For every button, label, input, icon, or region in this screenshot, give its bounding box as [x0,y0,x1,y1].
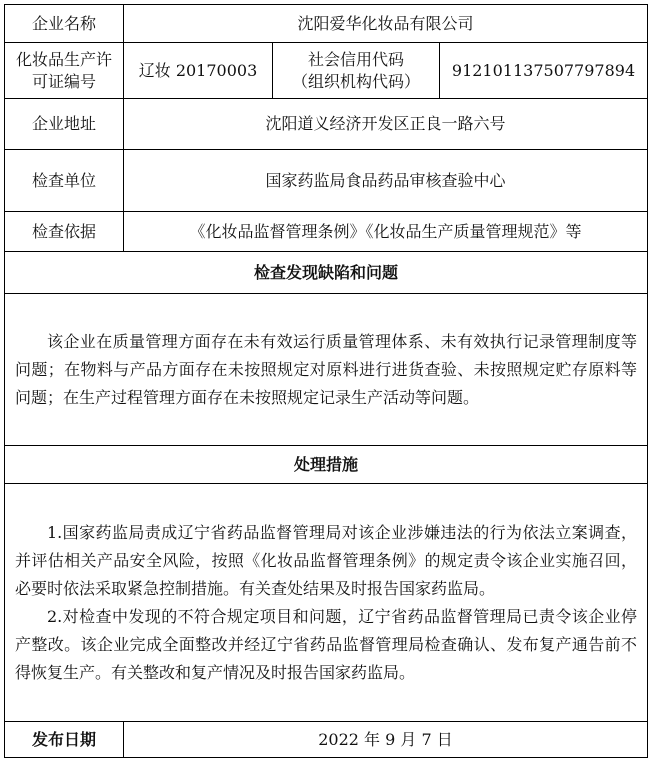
findings-cell [5,294,648,446]
basis-value: 《化妆品监督管理条例》《化妆品生产质量管理规范》等 [124,212,648,252]
credit-code-label-line2: （组织机构代码） [291,71,420,91]
address-value: 沈阳道义经济开发区正良一路六号 [124,99,648,150]
company-name-label: 企业名称 [5,5,124,43]
company-name-row [5,5,648,43]
measures-heading-row [5,446,648,484]
measures-cell [5,484,648,722]
measure-item-1: 1.国家药监局责成辽宁省药品监督管理局对该企业涉嫌违法的行为依法立案调查，并评估相关产品安全风险，按照《化妆品监督管理条例》的规定责令该企业实施召回，必要时依法采取紧急控制措施。有关查处结果及时报告国家药监局。 [15,522,638,598]
findings-heading-row [5,252,648,294]
company-name-value: 沈阳爱华化妆品有限公司 [124,5,648,43]
findings-text: 该企业在质量管理方面存在未有效运行质量管理体系、未有效执行记录管理制度等问题；在物料与产品方面存在未按照规定对原料进行进货查验、未按照规定贮存原料等问题；在生产过程管理方面存在未按照规定记录生产活动等问题。 [15,331,638,407]
measure-item-2: 2.对检查中发现的不符合规定项目和问题，辽宁省药品监督管理局已责令该企业停产整改。该企业完成全面整改并经辽宁省药品监督管理局检查确认、发布复产通告前不得恢复生产。有关整改和复产情况及时报告国家药监局。 [15,606,638,682]
inspector-label: 检查单位 [5,150,124,212]
license-label: 化妆品生产许可证编号 [5,43,124,99]
release-date: 2022 年 9 月 7 日 [124,722,648,758]
measures-row [5,484,648,722]
basis-label: 检查依据 [5,212,124,252]
inspector-value: 国家药监局食品药品审核查验中心 [124,150,648,212]
address-row [5,99,648,150]
inspection-notice-table [4,4,648,758]
license-value: 辽妆 20170003 [124,43,273,99]
findings-heading: 检查发现缺陷和问题 [5,252,648,294]
license-row [5,43,648,99]
measures-heading: 处理措施 [5,446,648,484]
basis-row [5,212,648,252]
credit-code-label [273,43,440,99]
findings-row [5,294,648,446]
inspector-row [5,150,648,212]
credit-code-value: 91210113750779789​4 [440,43,648,99]
release-label: 发布日期 [5,722,124,758]
credit-code-label-line1: 社会信用代码 [307,49,404,69]
release-row [5,722,648,758]
address-label: 企业地址 [5,99,124,150]
